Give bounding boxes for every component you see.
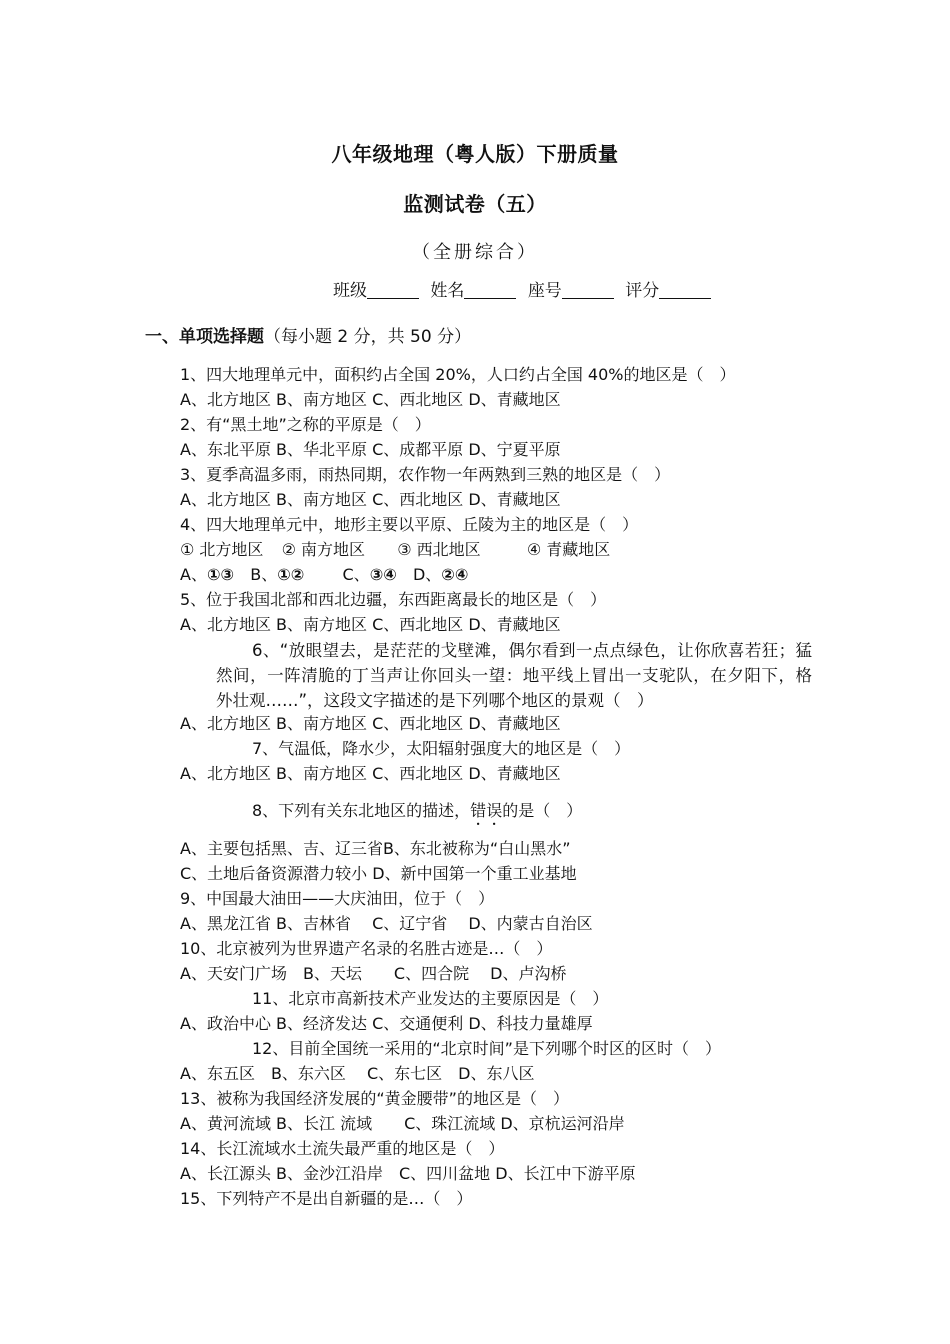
question-11-stem: 11、北京市高新技术产业发达的主要原因是（ ） (252, 989, 609, 1008)
question-3-options: A、北方地区 B、南方地区 C、西北地区 D、青藏地区 (180, 490, 561, 509)
class-blank[interactable] (367, 281, 419, 299)
question-8-stem-after: 的是（ ） (502, 801, 583, 820)
question-4-stem: 4、四大地理单元中，地形主要以平原、丘陵为主的地区是（ ） (180, 515, 639, 534)
name-blank[interactable] (464, 281, 516, 299)
question-8-options-1: A、主要包括黑、吉、辽三省B、东北被称为“白山黑水” (180, 839, 571, 858)
option-c-label: C、 (342, 565, 370, 584)
choice-4: ④ 青藏地区 (526, 540, 611, 559)
question-4-choices (180, 539, 610, 561)
question-3-stem: 3、夏季高温多雨，雨热同期，农作物一年两熟到三熟的地区是（ ） (180, 465, 671, 484)
exam-title-line1: 八年级地理（粤人版）下册质量 (331, 142, 619, 166)
seat-label: 座号 (527, 281, 562, 301)
question-6-options: A、北方地区 B、南方地区 C、西北地区 D、青藏地区 (180, 714, 561, 733)
question-6-line2: 然间，一阵清脆的丁当声让你回头一望：地平线上冒出一支驼队，在夕阳下，格 (216, 666, 812, 685)
score-blank[interactable] (659, 281, 711, 299)
student-info-fields (333, 276, 717, 301)
question-6-line1: 6、“放眼望去，是茫茫的戈壁滩，偶尔看到一点点绿色，让你欣喜若狂；猛 (252, 641, 812, 660)
question-14-stem: 14、长江流域水土流失最严重的地区是（ ） (180, 1139, 505, 1158)
option-b-value: ①② (277, 565, 305, 584)
question-5-stem: 5、位于我国北部和西北边疆，东西距离最长的地区是（ ） (180, 590, 607, 609)
question-1-options: A、北方地区 B、南方地区 C、西北地区 D、青藏地区 (180, 390, 561, 409)
name-label: 姓名 (430, 281, 465, 301)
question-15-stem: 15、下列特产不是出自新疆的是…（ ） (180, 1189, 473, 1208)
question-9-stem: 9、中国最大油田——大庆油田，位于（ ） (180, 889, 495, 908)
question-11-options: A、政治中心 B、经济发达 C、交通便利 D、科技力量雄厚 (180, 1014, 593, 1033)
question-6-stem (216, 638, 812, 713)
question-13-options: A、黄河流域 B、长江 流域 C、珠江流域 D、京杭运河沿岸 (180, 1114, 625, 1133)
option-a-label: A、 (180, 565, 207, 584)
question-10-options: A、天安门广场 B、天坛 C、四合院 D、卢沟桥 (180, 964, 567, 983)
question-8-emphasis: 错误 (470, 801, 503, 820)
section-heading (145, 322, 471, 347)
question-8-stem-before: 8、下列有关东北地区的描述， (252, 801, 471, 820)
class-label: 班级 (333, 281, 367, 301)
option-c-value: ③④ (369, 565, 397, 584)
section-title: 一、单项选择题 (145, 327, 264, 347)
question-7-options: A、北方地区 B、南方地区 C、西北地区 D、青藏地区 (180, 764, 561, 783)
exam-subtitle: （全册综合） (412, 242, 538, 263)
choice-3: ③ 西北地区 (397, 540, 481, 559)
exam-title-line2: 监测试卷（五） (403, 192, 547, 216)
question-5-options: A、北方地区 B、南方地区 C、西北地区 D、青藏地区 (180, 615, 561, 634)
question-1-stem: 1、四大地理单元中，面积约占全国 20%，人口约占全国 40%的地区是（ ） (180, 365, 736, 384)
question-12-options: A、东五区 B、东六区 C、东七区 D、东八区 (180, 1064, 535, 1083)
seat-blank[interactable] (562, 281, 614, 299)
question-13-stem: 13、被称为我国经济发展的“黄金腰带”的地区是（ ） (180, 1089, 569, 1108)
question-8-stem (252, 800, 582, 829)
choice-1: ① 北方地区 (180, 540, 264, 559)
choice-2: ② 南方地区 (281, 540, 366, 559)
question-4-options (180, 564, 468, 586)
question-7-stem: 7、气温低，降水少，太阳辐射强度大的地区是（ ） (252, 739, 631, 758)
question-2-options: A、东北平原 B、华北平原 C、成都平原 D、宁夏平原 (180, 440, 561, 459)
option-d-value: ②④ (441, 565, 469, 584)
question-9-options: A、黑龙江省 B、吉林省 C、辽宁省 D、内蒙古自治区 (180, 914, 593, 933)
score-label: 评分 (625, 281, 660, 301)
question-6-line3: 外壮观……”，这段文字描述的是下列哪个地区的景观（ ） (216, 691, 654, 710)
option-d-label: D、 (412, 565, 442, 584)
section-note: （每小题 2 分，共 50 分） (264, 327, 472, 347)
question-12-stem: 12、目前全国统一采用的“北京时间”是下列哪个时区的区时（ ） (252, 1039, 721, 1058)
question-2-stem: 2、有“黑土地”之称的平原是（ ） (180, 415, 431, 434)
option-b-label: B、 (250, 565, 278, 584)
question-10-stem: 10、北京被列为世界遗产名录的名胜古迹是…（ ） (180, 939, 553, 958)
question-8-options-2: C、土地后备资源潜力较小 D、新中国第一个重工业基地 (180, 864, 577, 883)
question-14-options: A、长江源头 B、金沙江沿岸 C、四川盆地 D、长江中下游平原 (180, 1164, 636, 1183)
option-a-value: ①③ (206, 565, 235, 584)
